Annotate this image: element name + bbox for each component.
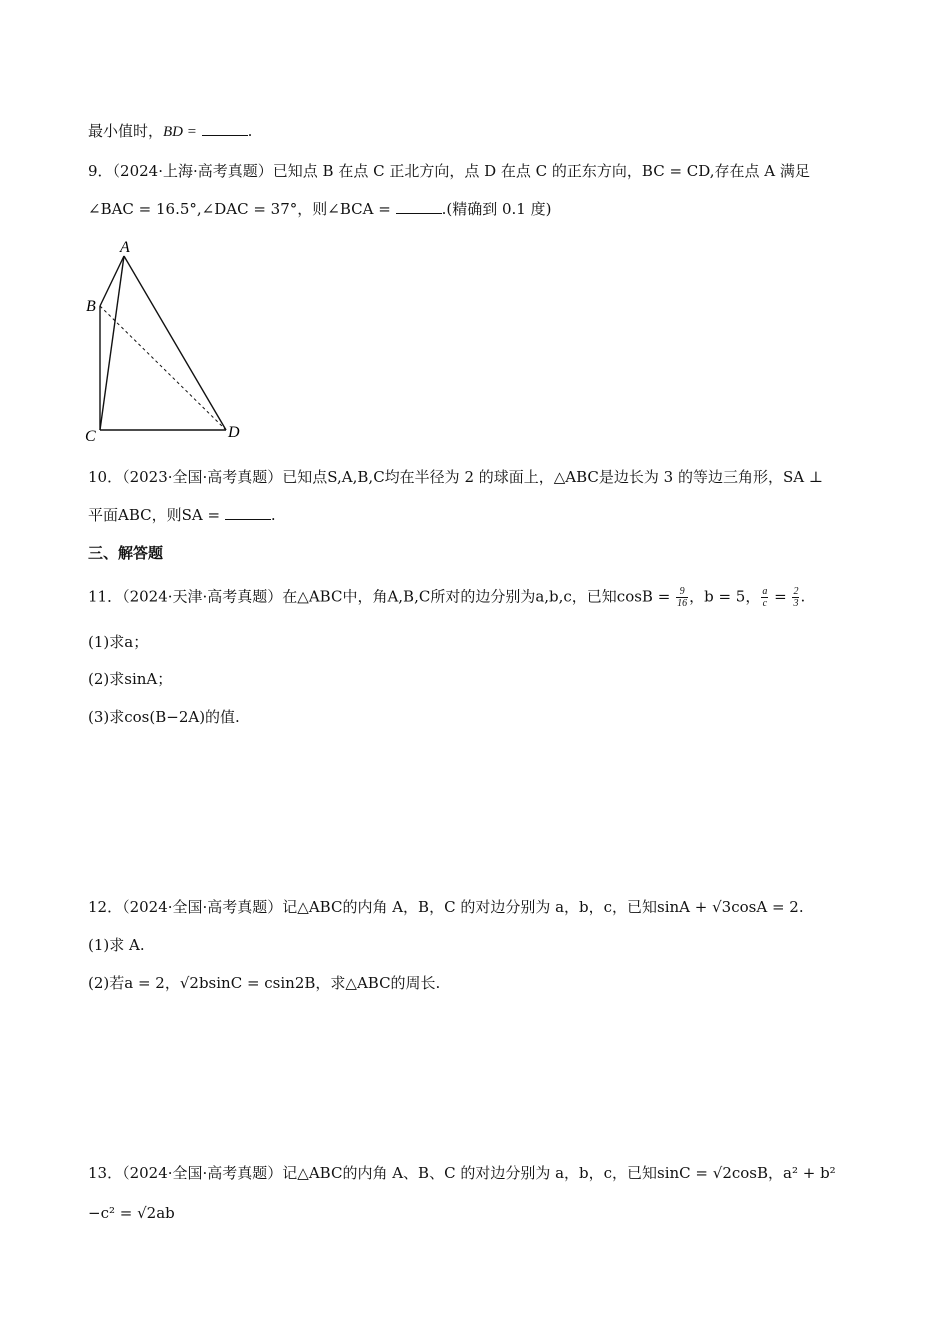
q8-expr: BD = <box>163 124 197 140</box>
q11-part1: (1)求a； <box>88 633 149 651</box>
q10-line2 <box>88 505 276 525</box>
ratio-value-fraction <box>792 586 799 609</box>
q9-line1: 9．（2024·上海·高考真题）已知点 B 在点 C 正北方向，点 D 在点 C 的正东方向，BC = CD,存在点 A 满足 <box>88 162 810 180</box>
label-a: A <box>120 239 130 256</box>
answer-blank[interactable] <box>225 505 271 520</box>
q9-line2 <box>88 199 551 219</box>
cos-denominator: 16 <box>677 598 688 609</box>
q9-condition: ∠BAC = 16.5°,∠DAC = 37°，则∠BCA = <box>88 200 391 218</box>
q10-condition: 平面ABC，则SA = <box>88 506 221 524</box>
q10-line1: 10．（2023·全国·高考真题）已知点S,A,B,C均在半径为 2 的球面上，△ABC是边长为 3 的等边三角形，SA ⊥ <box>88 468 823 486</box>
q11-part3: (3)求cos(B−2A)的值. <box>88 708 240 726</box>
q11-stem <box>88 586 805 609</box>
ratio-value-numerator: 2 <box>793 586 799 597</box>
section-title: 三、解答题 <box>88 544 164 562</box>
q10-end: . <box>270 506 276 524</box>
answer-blank[interactable] <box>202 121 248 136</box>
q13-line1: 13．（2024·全国·高考真题）记△ABC的内角 A、B、C 的对边分别为 a，b，c，已知sinC = √2cosB，a² + b² <box>88 1164 836 1182</box>
label-b: B <box>86 298 96 315</box>
q11-stem-c: = <box>774 587 787 606</box>
ratio-denominator: c <box>762 598 768 609</box>
q9-figure <box>80 236 250 446</box>
ratio-fraction <box>761 586 768 609</box>
q12-part1: (1)求 A. <box>88 936 145 954</box>
q11-part2: (2)求sinA； <box>88 670 173 688</box>
q11-stem-a: 11．（2024·天津·高考真题）在△ABC中，角A,B,C所对的边分别为a,b,c，已知cosB = <box>88 587 671 606</box>
q8-prefix: 最小值时， <box>88 122 164 140</box>
ratio-value-denominator: 3 <box>793 598 799 609</box>
cos-fraction <box>676 586 688 609</box>
label-d: D <box>228 424 240 441</box>
q8-end: . <box>247 122 253 140</box>
q11-stem-b: ，b = 5， <box>689 587 761 606</box>
answer-blank[interactable] <box>396 199 442 214</box>
ratio-numerator: a <box>762 586 768 597</box>
q8-tail-line <box>88 121 252 142</box>
q12-stem: 12．（2024·全国·高考真题）记△ABC的内角 A，B，C 的对边分别为 a，b，c，已知sinA + √3cosA = 2. <box>88 898 804 916</box>
q12-part2: (2)若a = 2，√2bsinC = csin2B，求△ABC的周长. <box>88 974 441 992</box>
q13-line2: −c² = √2ab <box>88 1204 175 1222</box>
cos-numerator: 9 <box>676 586 688 598</box>
q9-precision-note: .(精确到 0.1 度) <box>441 200 552 218</box>
q11-stem-d: . <box>800 587 806 606</box>
edge-ad <box>124 256 226 430</box>
edge-bd-dashed <box>100 306 226 430</box>
label-c: C <box>85 428 96 445</box>
